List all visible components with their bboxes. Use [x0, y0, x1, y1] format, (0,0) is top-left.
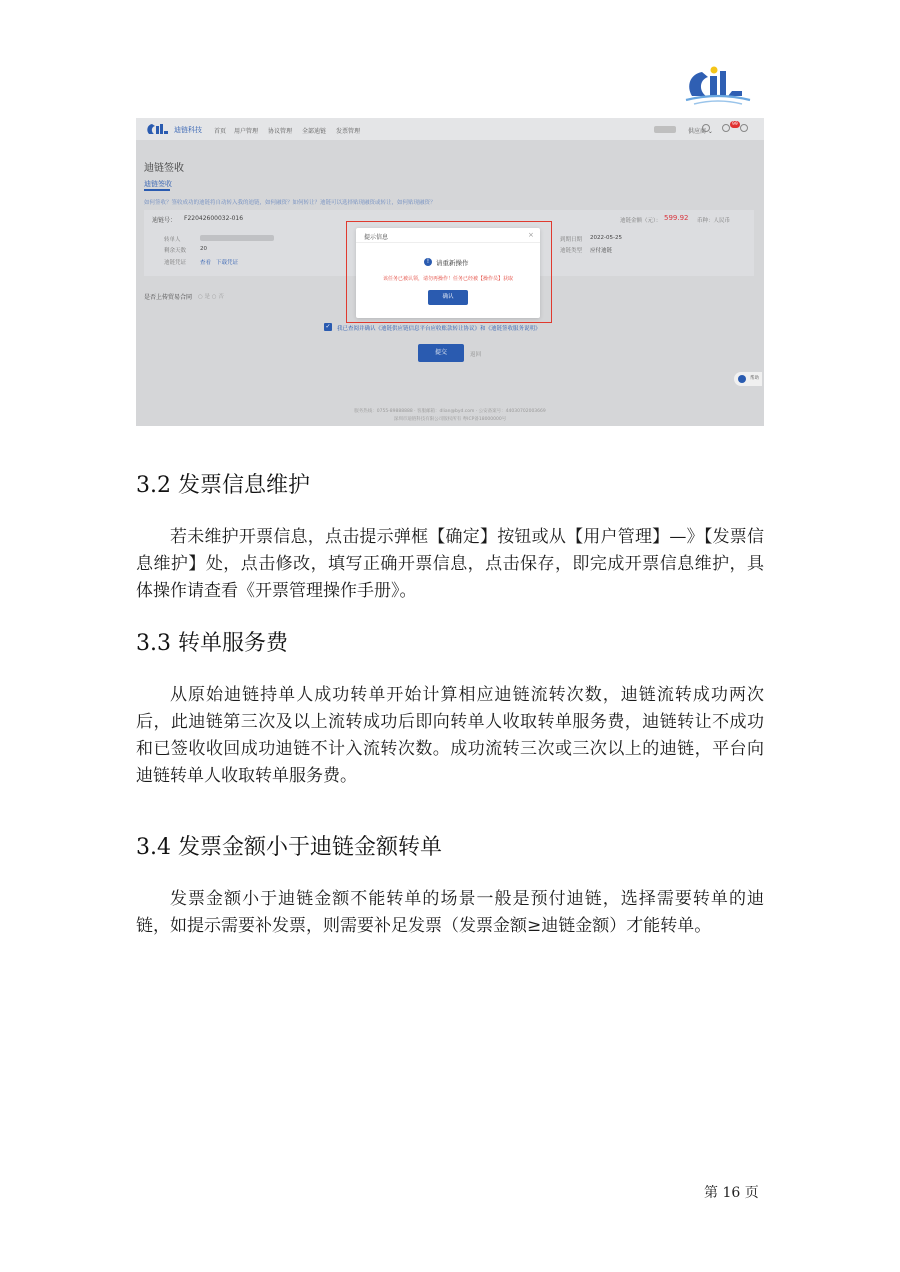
- top-navbar: [136, 118, 764, 140]
- section-body-3-3: 从原始迪链持单人成功转单开始计算相应迪链流转次数，迪链流转成功两次后，此迪链第三次及以上流转成功后即向转单人收取转单服务费，迪链转让不成功和已签收收回成功迪链不计入流转次数。成功流转三次或三次以上的迪链，平台向迪链转单人收取转单服务费。: [136, 685, 764, 786]
- section-body-3-4: 发票金额小于迪链金额不能转单的场景一般是预付迪链，选择需要转单的迪链，如提示需要补发票，则需要补足发票（发票金额≥迪链金额）才能转单。: [136, 889, 764, 936]
- section-body-3-2: 若未维护开票信息，点击提示弹框【确定】按钮或从【用户管理】—》【发票信息维护】处，点击修改，填写正确开票信息，点击保存，即完成开票信息维护，具体操作请查看《开票管理操作手册》。: [136, 527, 764, 601]
- dialog-detail: 该任务已被认领，请勿再操作！任务已经被【操作员】获取: [382, 276, 513, 282]
- dialog-divider: [356, 242, 540, 243]
- dialog-title: 提示信息: [364, 234, 389, 241]
- holder-label: 转单人: [164, 237, 181, 243]
- back-button[interactable]: 返回: [470, 352, 482, 358]
- section-heading-3-3: 3.3 转单服务费: [136, 631, 288, 656]
- amount-value: 599.92: [664, 214, 689, 222]
- company-logo: [684, 64, 752, 106]
- page-title: 迪链签收: [144, 163, 184, 174]
- amount-label: 迪链金额（元）：: [620, 218, 662, 224]
- tab-sign-receipt[interactable]: 迪链签收: [144, 180, 172, 188]
- bell-icon[interactable]: [722, 124, 730, 132]
- footer-line-1: 服务热线：0755-89888888 · 客服邮箱：dlian@byd.com · 公安备案号：44030702003669: [354, 409, 546, 414]
- agree-text[interactable]: 我已查阅并确认《迪链供应链信息平台应收账款转让协议》和《迪链签收服务说明》: [337, 326, 541, 332]
- user-name-blurred: [654, 126, 676, 133]
- home-icon[interactable]: [702, 124, 710, 132]
- agree-checkbox[interactable]: ✓: [325, 323, 331, 330]
- doc-download-link[interactable]: 下载凭证: [216, 260, 239, 266]
- due-value: 2022-05-25: [590, 235, 622, 241]
- close-icon[interactable]: ×: [528, 231, 534, 239]
- due-label: 到期日期: [560, 237, 583, 243]
- page-number: 第 16 页: [704, 1185, 759, 1201]
- user-role-dropdown[interactable]: 供应商 ⌄: [688, 128, 713, 135]
- days-value: 20: [200, 246, 207, 252]
- section-heading-3-2: 3.2 发票信息维护: [136, 473, 310, 498]
- brand-logo-icon: [146, 123, 168, 135]
- brand-name: 迪链科技: [174, 126, 202, 134]
- nav-item-all-links[interactable]: 全部迪链: [302, 128, 327, 135]
- type-value: 应付迪链: [590, 248, 613, 254]
- doc-view-link[interactable]: 查看: [200, 260, 212, 266]
- currency: 币种：人民币: [697, 218, 731, 224]
- nav-item-home[interactable]: 首页: [214, 128, 227, 135]
- type-label: 迪链类型: [560, 248, 583, 254]
- link-number: F22042600032-016: [184, 215, 244, 222]
- days-label: 剩余天数: [164, 248, 187, 254]
- nav-item-invoices[interactable]: 发票管理: [336, 128, 361, 135]
- contract-options[interactable]: ○ 是 ○ 否: [198, 294, 224, 300]
- dialog-message: 请重新操作: [436, 259, 469, 267]
- help-hint[interactable]: 如何签收？签收成功的迪链将自动转入我的迪链，如何融资？如何转让？迪链可以选择贴现融资或转让，如何贴现融资？: [144, 200, 436, 206]
- info-icon: !: [424, 258, 432, 266]
- holder-blurred: [200, 235, 274, 241]
- tab-active-indicator: [144, 189, 170, 191]
- headset-icon: [738, 375, 746, 383]
- section-heading-3-4: 3.4 发票金额小于迪链金额转单: [136, 835, 442, 860]
- doc-label: 迪链凭证: [164, 260, 187, 266]
- user-avatar-icon[interactable]: [740, 124, 748, 132]
- info-dialog: [356, 228, 540, 318]
- help-fab-label: 帮助: [750, 376, 759, 381]
- notification-badge: 99: [732, 122, 738, 127]
- footer-line-2: 深圳市迪链科技有限公司版权所有 粤ICP备18000000号: [393, 417, 507, 422]
- nav-item-users[interactable]: 用户管理: [234, 128, 259, 135]
- confirm-button[interactable]: 确认: [428, 290, 468, 305]
- nav-item-agreements[interactable]: 协议管理: [268, 128, 293, 135]
- help-fab[interactable]: [734, 372, 762, 386]
- contract-question: 是否上传贸易合同: [144, 294, 193, 301]
- embedded-screenshot: [136, 118, 764, 426]
- submit-button[interactable]: 提交: [418, 344, 464, 362]
- link-number-label: 迪链号：: [152, 217, 177, 224]
